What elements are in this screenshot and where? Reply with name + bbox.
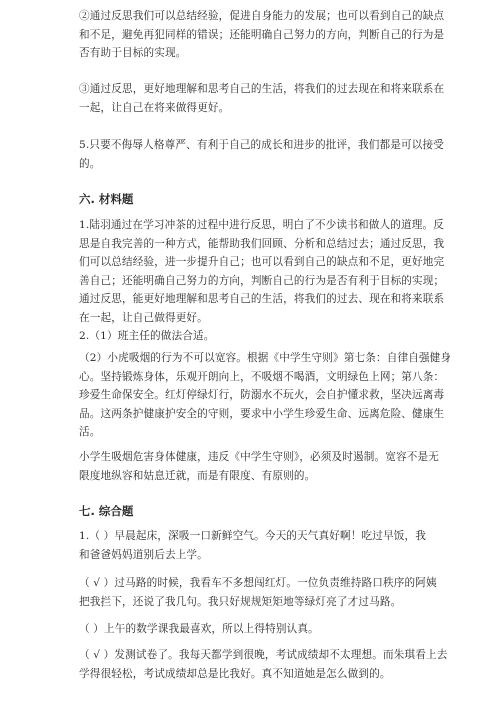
section-heading-comprehensive	[79, 503, 133, 519]
text-line: （2）小虎吸烟的行为不可以宽容。根据《中学生守则》第七条：自律自强健身	[79, 352, 452, 364]
text-line: 2.（1）班主任的做法合适。	[79, 330, 215, 342]
text-line: 通过反思，能更好地理解和思考自己的生活，将我们的过去、现在和将来联系	[79, 293, 445, 305]
answer-item-4-point-3	[79, 80, 444, 117]
text-line: 们可以总结经验，进一步提升自己；也可以看到自己的缺点和不足，更好地完	[79, 256, 445, 268]
text-line: 限度地纵容和姑息迁就，而是有限度、有原则的。	[79, 469, 316, 482]
text-line: 否有助于目标的实现。	[79, 47, 187, 59]
text-line: 品。这两条护健康护安全的守则，要求中小学生珍爱生命、远离危险、健康生	[79, 407, 445, 420]
text-line: 的。	[79, 157, 101, 170]
comprehensive-item-4	[79, 646, 447, 683]
text-line: 心。坚持锻炼身体，乐观开朗向上，不吸烟不喝酒，文明绿色上网；第八条：	[79, 370, 445, 383]
text-line: 5.只要不侮辱人格尊严、有利于自己的成长和进步的批评，我们都是可以接受	[79, 139, 444, 151]
text-line: 把我拦下，还说了我几句。我只好规规矩矩地等绿灯亮了才过马路。	[79, 595, 402, 608]
text-line: 思是自我完善的一种方式，能帮助我们回顾、分析和总结过去；通过反思，我	[79, 237, 445, 250]
text-line: 一起，让自己在将来做得更好。	[79, 101, 230, 114]
text-line: 和爸爸妈妈道别后去上学。	[79, 548, 208, 561]
comprehensive-item-2	[79, 574, 437, 611]
text-line: 学得很轻松，考试成绩却总是比我好。真不知道她是怎么做到的。	[79, 667, 391, 680]
text-line: 珍爱生命保安全。红灯停绿灯行，防溺水不玩火，会自护懂求救，坚决远离毒	[79, 389, 445, 401]
answer-item-5	[79, 136, 444, 173]
text-line: （ √ ）发测试卷了。我每天都学到很晚，考试成绩却不太理想。而朱琪看上去	[79, 649, 448, 661]
material-answer-1	[79, 216, 444, 346]
material-answer-2-part-2	[79, 349, 451, 442]
section-heading: 七. 综合题	[79, 504, 134, 518]
comprehensive-item-3	[79, 620, 319, 639]
text-line: ③通过反思，更好地理解和思考自己的生活，将我们的过去现在和将来联系在	[79, 83, 445, 95]
text-line: （ √ ）过马路的时候，我看车不多想闯红灯。一位负责维持路口秩序的阿姨	[79, 577, 437, 589]
section-heading-material	[79, 191, 133, 207]
text-line: ②通过反思我们可以总结经验，促进自身能力的发展；也可以看到自己的缺点	[79, 10, 445, 22]
text-line: （ ）上午的数学课我最喜欢，所以上得特别认真。	[79, 623, 319, 635]
text-line: 1.（ ）早晨起床，深吸一口新鲜空气。今天的天气真好啊！吃过早饭，我	[79, 530, 426, 542]
section-heading: 六. 材料题	[79, 192, 134, 206]
material-answer-2-conclusion	[79, 448, 439, 485]
text-line: 1.陆羽通过在学习冲茶的过程中进行反思，明白了不少读书和做人的道理。反	[79, 219, 444, 231]
text-line: 小学生吸烟危害身体健康，违反《中学生守则》，必须及时遏制。宽容不是无	[79, 451, 439, 463]
text-line: 和不足，避免再犯同样的错误；还能明确自己努力的方向，判断自己的行为是	[79, 28, 445, 41]
comprehensive-item-1	[79, 527, 426, 564]
text-line: 善自己；还能明确自己努力的方向，判断自己的行为是否有利于目标的实现；	[79, 274, 445, 287]
answer-item-4-point-2	[79, 7, 444, 63]
text-line: 在一起，让自己做得更好。	[79, 311, 208, 324]
text-line: 活。	[79, 426, 101, 438]
